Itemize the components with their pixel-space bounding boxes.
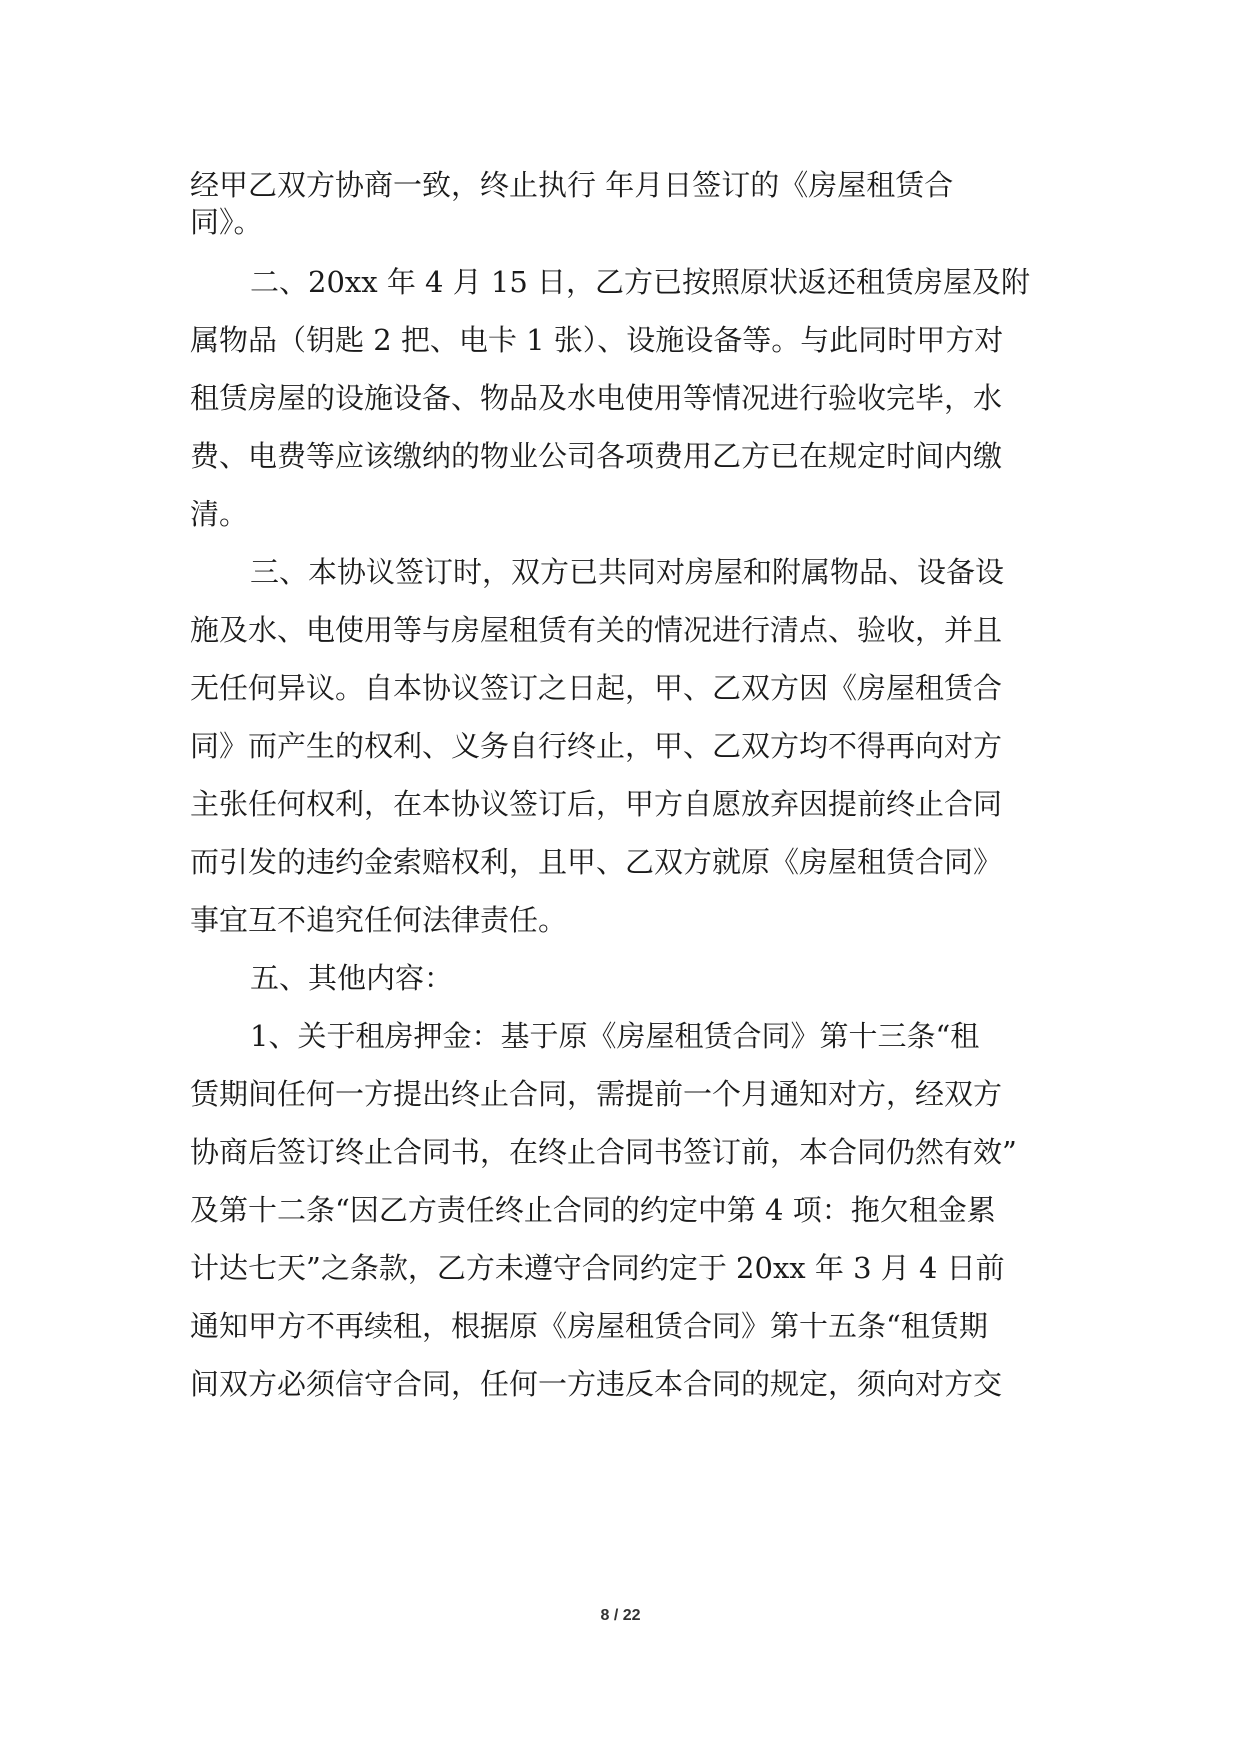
text-line-7: 清。: [190, 497, 249, 531]
text-line-13: 而引发的违约金索赔权利，且甲、乙双方就原《房屋租赁合同》: [190, 845, 1003, 879]
text-line-3: 二、20xx 年 4 月 15 日，乙方已按照原状返还租赁房屋及附: [250, 265, 1031, 299]
text-line-17: 赁期间任何一方提出终止合同，需提前一个月通知对方，经双方: [190, 1077, 1003, 1111]
text-line-5: 租赁房屋的设施设备、物品及水电使用等情况进行验收完毕，水: [190, 381, 1003, 415]
text-line-16: 1、关于租房押金：基于原《房屋租赁合同》第十三条“租: [250, 1019, 980, 1053]
text-line-10: 无任何异议。自本协议签订之日起，甲、乙双方因《房屋租赁合: [190, 671, 1003, 705]
text-line-1: 经甲乙双方协商一致，终止执行 年月日签订的《房屋租赁合: [190, 168, 954, 202]
text-line-12: 主张任何权利，在本协议签订后，甲方自愿放弃因提前终止合同: [190, 787, 1003, 821]
text-line-8: 三、本协议签订时，双方已共同对房屋和附属物品、设备设: [250, 555, 1005, 589]
text-line-18: 协商后签订终止合同书，在终止合同书签订前，本合同仍然有效”: [190, 1135, 1017, 1169]
text-line-9: 施及水、电使用等与房屋租赁有关的情况进行清点、验收，并且: [190, 613, 1003, 647]
text-line-20: 计达七天”之条款，乙方未遵守合同约定于 20xx 年 3 月 4 日前: [190, 1251, 1005, 1285]
text-line-6: 费、电费等应该缴纳的物业公司各项费用乙方已在规定时间内缴: [190, 439, 1003, 473]
text-line-14: 事宜互不追究任何法律责任。: [190, 903, 568, 937]
text-line-4: 属物品（钥匙 2 把、电卡 1 张）、设施设备等。与此同时甲方对: [190, 323, 1004, 357]
text-line-21: 通知甲方不再续租，根据原《房屋租赁合同》第十五条“租赁期: [190, 1309, 988, 1343]
text-line-22: 间双方必须信守合同，任何一方违反本合同的规定，须向对方交: [190, 1367, 1003, 1401]
text-line-11: 同》而产生的权利、义务自行终止，甲、乙双方均不得再向对方: [190, 729, 1003, 763]
page-number: 8 / 22: [600, 1607, 641, 1624]
text-line-19: 及第十二条“因乙方责任终止合同的约定中第 4 项：拖欠租金累: [190, 1193, 996, 1227]
text-line-15: 五、其他内容：: [250, 961, 454, 995]
text-line-2: 同》。: [190, 205, 263, 239]
